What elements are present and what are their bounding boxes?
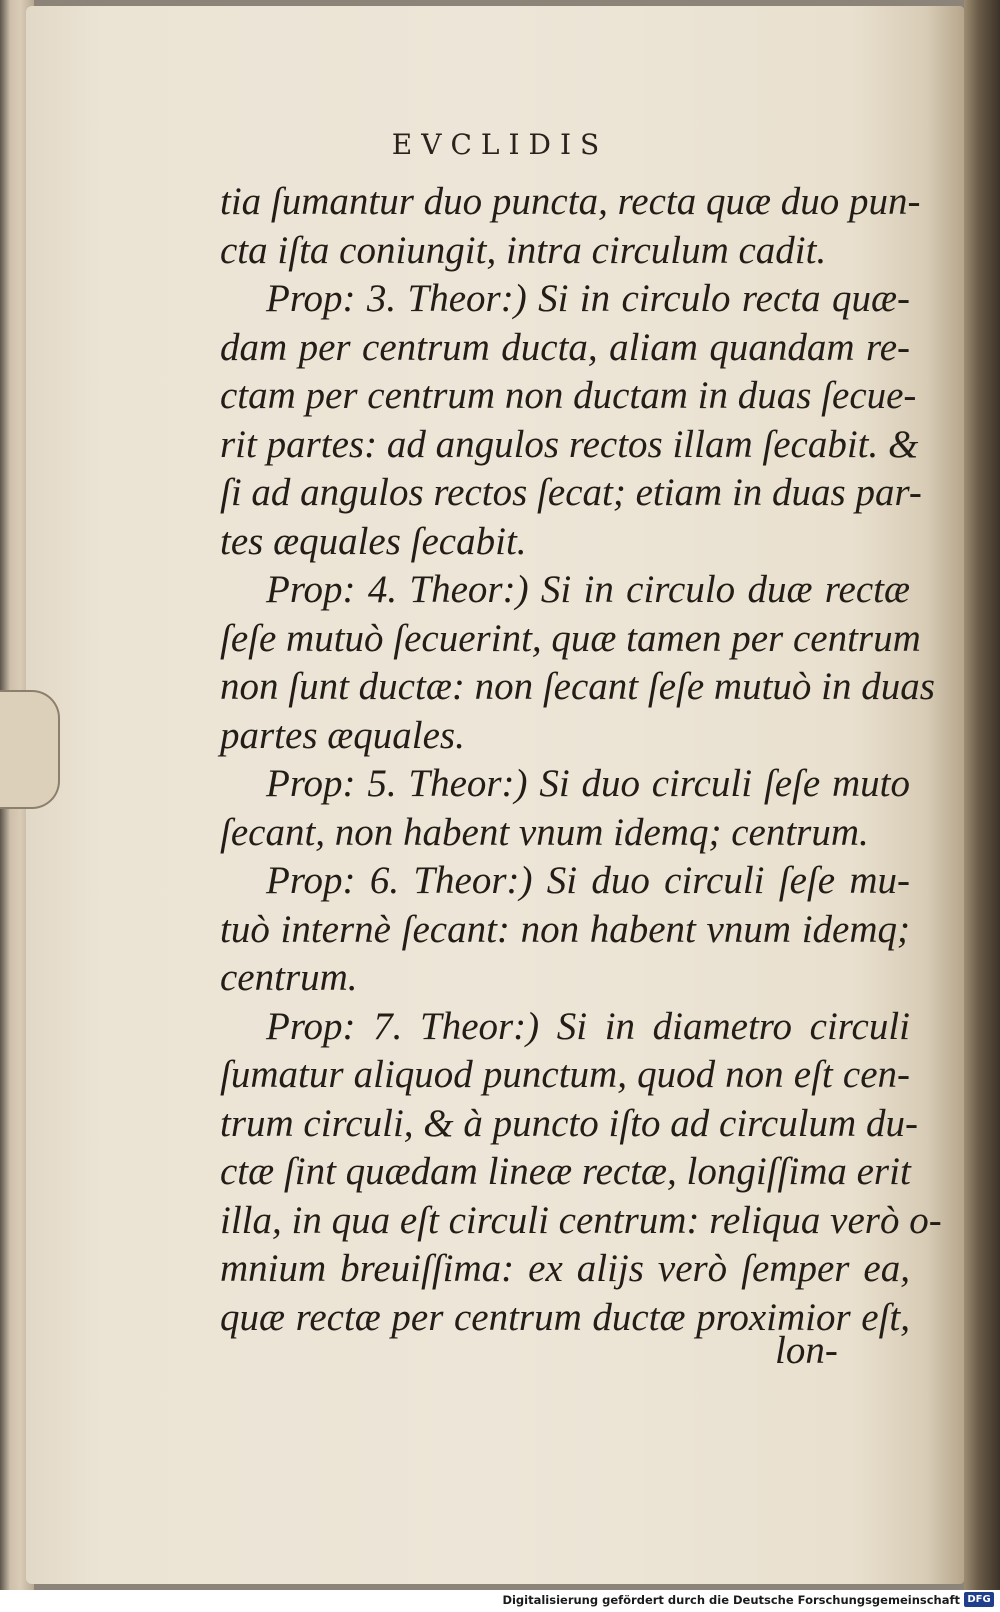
catchword: lon- (775, 1329, 838, 1372)
text-line: partes æquales. (220, 713, 465, 757)
page-stack-right (964, 0, 1000, 1590)
text-line: trum circuli, & à puncto iſto ad circulum du- (220, 1101, 918, 1145)
text-line: illa, in qua eſt circuli centrum: reliqua verò o- (220, 1198, 942, 1242)
text-line: ſeſe mutuò ſecuerint, quæ tamen per centrum (220, 616, 921, 660)
text-line: non ſunt ductæ: non ſecant ſeſe mutuò in duas (220, 665, 935, 708)
footer-bar (0, 1590, 1000, 1612)
text-line: ſi ad angulos rectos ſecat; etiam in duas par- (220, 471, 922, 514)
text-line: dam per centrum ducta, aliam quandam re- (220, 325, 910, 369)
text-line: ctam per centrum non ductam in duas ſecue- (220, 374, 917, 417)
running-head: EVCLIDIS (391, 128, 609, 161)
text-line: rit partes: ad angulos rectos illam ſecabit. & (220, 422, 919, 466)
text-line: mnium breuiſſima: ex alijs verò ſemper ea, (220, 1247, 910, 1290)
text-line: ſumatur aliquod punctum, quod non eſt cen- (220, 1053, 910, 1096)
text-line: Prop: 4. Theor:) Si in circulo duæ rectæ (266, 568, 910, 611)
text-line: ſecant, non habent vnum idemq; centrum. (220, 810, 869, 854)
text-line: tes æquales ſecabit. (220, 519, 527, 563)
text-line: Prop: 7. Theor:) Si in diametro circuli (266, 1004, 910, 1048)
text-line: tuò internè ſecant: non habent vnum idemq; (220, 907, 910, 951)
dfg-logo: DFG (964, 1592, 994, 1607)
bookmark-tab (0, 690, 60, 809)
text-line: cta iſta coniungit, intra circulum cadit. (220, 228, 827, 272)
text-block (220, 178, 942, 1342)
footer-credit: Digitalisierung gefördert durch die Deutsche Forschungsgemeinschaft (502, 1593, 960, 1607)
text-line: Prop: 5. Theor:) Si duo circuli ſeſe muto (266, 762, 910, 805)
text-line: quæ rectæ per centrum ductæ proximior eſt, (220, 1295, 910, 1339)
text-line: tia ſumantur duo puncta, recta quæ duo pun- (220, 180, 921, 223)
text-line: centrum. (220, 956, 358, 999)
text-line: ctæ ſint quædam lineæ rectæ, longiſſima erit (220, 1150, 911, 1193)
text-line: Prop: 6. Theor:) Si duo circuli ſeſe mu- (266, 859, 910, 902)
text-line: Prop: 3. Theor:) Si in circulo recta quæ- (266, 277, 910, 320)
